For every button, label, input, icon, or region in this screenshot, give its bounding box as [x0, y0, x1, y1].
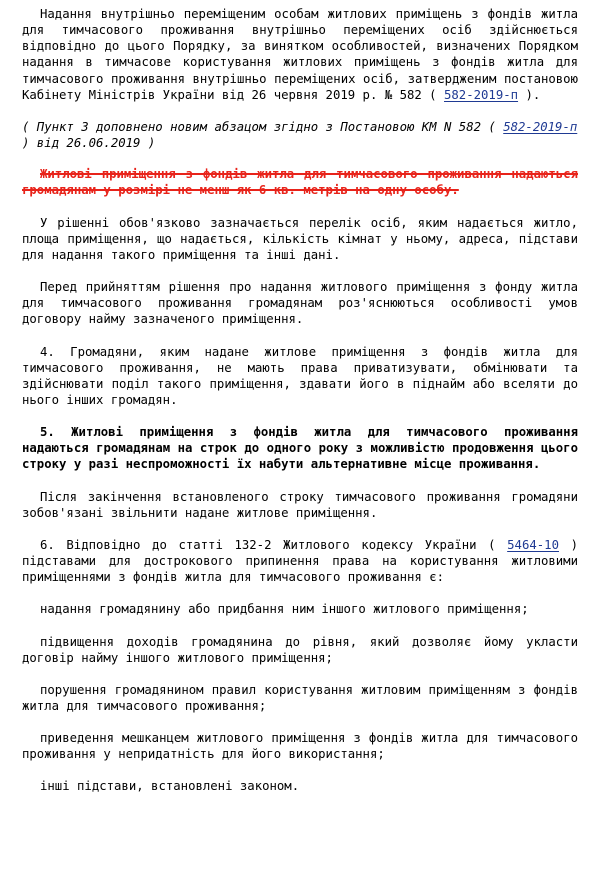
link-5464-10[interactable]: 5464-10: [507, 537, 559, 552]
paragraph-3-amendment-note: [22, 119, 578, 151]
link-582-2019-p-secondary[interactable]: 582-2019-п: [503, 119, 578, 134]
paragraph-3-text-after-link: ).: [518, 87, 541, 102]
paragraph-6-item-3: порушення громадянином правил користування житловим приміщенням з фондів житла для тимчасового проживання;: [22, 682, 578, 713]
paragraph-6-item-4: приведення мешканцем житлового приміщення з фондів житла для тимчасового проживання у непридатність для його використання;: [22, 731, 578, 762]
paragraph-5: [22, 424, 578, 472]
paragraph-6-item-5: інші підстави, встановлені законом.: [40, 779, 300, 794]
paragraph-decision-contents: У рішенні обов'язково зазначається перелік осіб, яким надається житло, площа приміщення, що надається, кількість кімнат у ньому, адреса, підстави для надання такого приміщення та інші дані.: [22, 215, 578, 262]
paragraph-6-item-1: надання громадянину або придбання ним іншого житлового приміщення;: [40, 602, 529, 617]
paragraph-before-decision: Перед прийняттям рішення про надання житлового приміщення з фонду житла для тимчасового проживання громадянам роз'яснюються особливості умов договору найму зазначеного приміщення.: [22, 280, 578, 327]
paragraph-3-body: [22, 6, 578, 103]
struck-red-text: Житлові приміщення з фондів житла для тимчасового проживання надаються громадянам у розмірі не менш як 6 кв. метрів на одну особу.: [22, 167, 578, 198]
paragraph-3-text-before-link: Надання внутрішньо переміщеним особам житлових приміщень з фондів житла для тимчасового проживання внутрішньо переміщених осіб здійснюється відповідно до цього Порядку, за винятком особливостей, визначених Порядком надання в тимчасове користування житлових приміщень з фондів житла для тимчасового проживання внутрішньо переміщених осіб, затвердженим постановою Кабінету Міністрів України від 26 червня 2019 р. № 582 (: [22, 7, 578, 102]
paragraph-4: 4. Громадяни, яким надане житлове приміщення з фондів житла для тимчасового проживання, не мають права приватизувати, обмінювати та здійснювати поділ такого приміщення, здавати його в піднайм або вселяти до нього інших громадян.: [22, 344, 578, 407]
paragraph-struck-norm: [22, 166, 578, 198]
link-582-2019-p-primary[interactable]: 582-2019-п: [444, 87, 519, 102]
amendment-note-text-before-link: ( Пункт 3 доповнено новим абзацом згідно з Постановою КМ N 582 (: [22, 119, 504, 134]
paragraph-6: [22, 537, 578, 585]
amendment-note-text-after-link: ) від 26.06.2019 ): [22, 136, 156, 151]
paragraph-6-text-after-link: ) підставами для дострокового припинення права на користування житловими приміщеннями з фондів житла для тимчасового проживання є:: [22, 537, 578, 585]
paragraph-6-text-before-link: 6. Відповідно до статті 132-2 Житлового кодексу України (: [40, 537, 508, 552]
paragraph-after-term: Після закінчення встановленого строку тимчасового проживання громадяни зобов'язані звільнити надане житлове приміщення.: [22, 489, 578, 520]
paragraph-5-bold-text: 5. Житлові приміщення з фондів житла для тимчасового проживання надаються громадянам на строк до одного року з можливістю продовження цього строку у разі неспроможності їх набути альтернативне місце проживання.: [22, 425, 578, 472]
paragraph-6-item-2: підвищення доходів громадянина до рівня, який дозволяє йому укласти договір найму іншого житлового приміщення;: [22, 634, 578, 665]
